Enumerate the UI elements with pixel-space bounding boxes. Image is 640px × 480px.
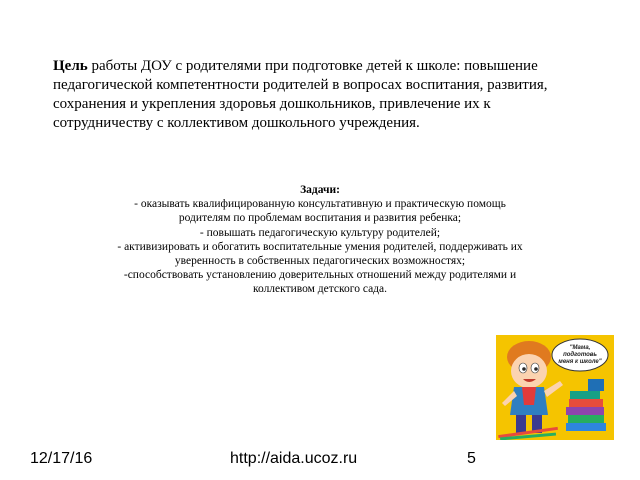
goal-line-2: педагогической компетентности родителей в вопросах воспитания, развития, bbox=[53, 77, 548, 93]
child-pupil-left bbox=[522, 367, 526, 371]
task-line-4: - активизировать и обогатить воспитательные умения родителей, поддерживать их bbox=[117, 240, 523, 253]
book-upright bbox=[588, 379, 604, 391]
goal-paragraph bbox=[53, 57, 613, 133]
task-line-5: уверенность в собственных педагогических возможностях; bbox=[174, 255, 466, 268]
footer-date: 12/17/16 bbox=[30, 450, 93, 467]
footer-page-number: 5 bbox=[467, 450, 476, 467]
goal-line-3: сохранения и укрепления здоровья дошкольников, привлечение их к bbox=[53, 96, 491, 112]
child-face bbox=[511, 354, 547, 388]
footer-url: http://aida.ucoz.ru bbox=[230, 450, 358, 467]
speech-line-2: подготовь bbox=[563, 352, 597, 358]
task-line-6: -способствовать установлению доверительных отношений между родителями и bbox=[123, 269, 517, 282]
tasks-block bbox=[40, 183, 600, 297]
task-line-1: - оказывать квалифицированную консультативную и практическую помощь bbox=[134, 198, 506, 211]
goal-line-4: сотрудничеству с коллективом дошкольного учреждения. bbox=[53, 115, 420, 131]
goal-text-1: работы ДОУ с родителями при подготовке детей к школе: повышение bbox=[87, 58, 538, 74]
goal-line-1 bbox=[53, 57, 613, 76]
child-vest bbox=[522, 387, 536, 405]
task-line-2: родителям по проблемам воспитания и развития ребенка; bbox=[178, 212, 462, 225]
speech-line-3: меня к школе" bbox=[558, 359, 602, 365]
tasks-title: Задачи: bbox=[300, 184, 340, 196]
child-with-books-illustration bbox=[496, 335, 614, 440]
book-4 bbox=[569, 399, 603, 407]
book-2 bbox=[568, 415, 604, 423]
book-5 bbox=[570, 391, 600, 399]
illustration-svg bbox=[496, 335, 614, 440]
task-line-3: - повышать педагогическую культуру родителей; bbox=[199, 226, 441, 239]
child-pupil-right bbox=[534, 367, 538, 371]
goal-label: Цель bbox=[53, 58, 88, 74]
task-line-7: коллективом детского сада. bbox=[252, 283, 388, 296]
book-3 bbox=[566, 407, 604, 415]
book-1 bbox=[566, 423, 606, 431]
speech-line-1: "Мама, bbox=[569, 345, 591, 351]
child-leg-left bbox=[516, 415, 526, 433]
